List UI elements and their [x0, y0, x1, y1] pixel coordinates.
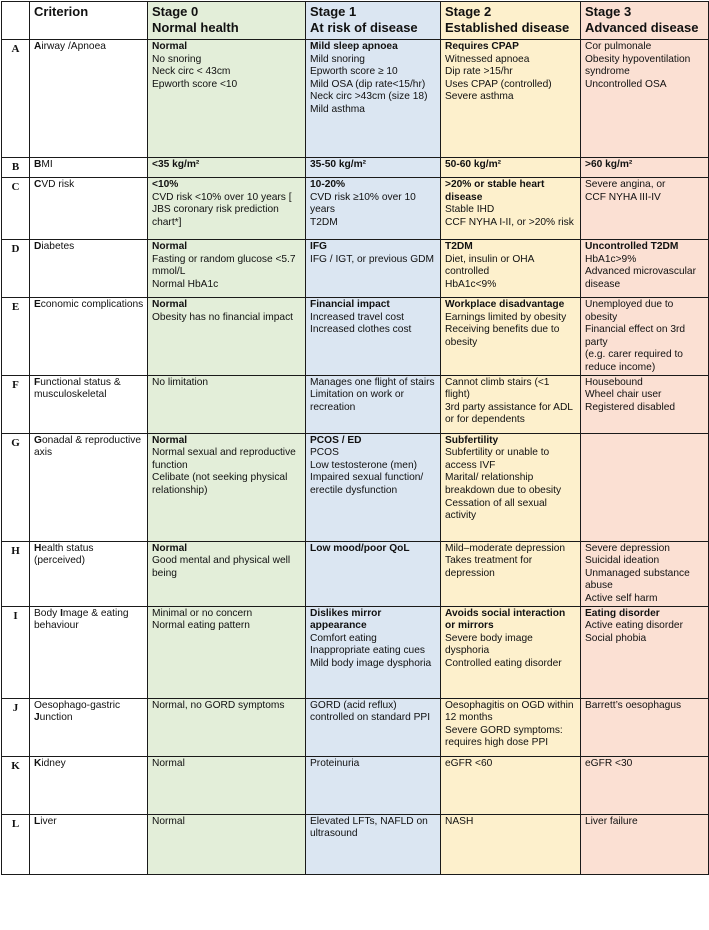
cell-line: Elevated LFTs, NAFLD on ultrasound — [310, 815, 428, 840]
criterion-prefix: A — [34, 41, 42, 52]
cell-line: Cor pulmonale — [585, 41, 652, 52]
cell-line: Registered disabled — [585, 401, 676, 413]
cell-line: Dislikes mirror appearance — [310, 607, 382, 632]
criterion-row-b — [2, 158, 709, 178]
staging-table — [1, 1, 709, 875]
cell-line: Mild snoring — [310, 53, 365, 65]
row-letter: B — [2, 158, 30, 178]
criterion-prefix: B — [34, 159, 42, 170]
stage-0-cell — [148, 158, 306, 178]
criterion-name — [30, 240, 148, 298]
cell-line: HbA1c<9% — [445, 278, 497, 290]
row-letter: F — [2, 375, 30, 433]
cell-line: Takes treatment for depression — [445, 555, 533, 579]
stage-3-cell — [581, 240, 709, 298]
cell-line: PCOS / ED — [310, 434, 362, 446]
stage-2-cell — [441, 541, 581, 606]
cell-line: Cessation of all sexual activity — [445, 497, 547, 522]
cell-line: Social phobia — [585, 632, 647, 644]
cell-line: Unmanaged substance abuse — [585, 567, 690, 592]
cell-line: CVD risk <10% over 10 years [ JBS coronary risk prediction chart*] — [152, 191, 292, 228]
cell-line: Fasting or random glucose <5.7 mmol/L — [152, 253, 296, 278]
stage-2-cell — [441, 433, 581, 541]
cell-line: Inappropriate eating cues — [310, 645, 425, 657]
stage-1-cell — [306, 814, 441, 874]
criterion-row-c — [2, 178, 709, 240]
criterion-suffix: MI — [41, 159, 53, 170]
row-letter: C — [2, 178, 30, 240]
stage-0-cell — [148, 240, 306, 298]
cell-line: Obesity has no financial impact — [152, 311, 293, 323]
row-letter: D — [2, 240, 30, 298]
cell-line: Normal — [152, 757, 185, 769]
criterion-suffix: ealth status (perceived) — [34, 542, 94, 567]
criterion-name — [30, 606, 148, 698]
cell-line: Dip rate >15/hr — [445, 66, 513, 78]
letter-header — [2, 2, 30, 40]
cell-line: Diet, insulin or OHA controlled — [445, 253, 534, 278]
cell-line: Proteinuria — [310, 757, 360, 769]
criterion-row-e — [2, 298, 709, 376]
stage-3-cell — [581, 178, 709, 240]
table-body — [2, 40, 709, 875]
cell-line: Manages one flight of stairs — [310, 376, 435, 388]
row-letter: L — [2, 814, 30, 874]
cell-line: Requires CPAP — [445, 41, 519, 52]
stage-3-cell — [581, 158, 709, 178]
criterion-name — [30, 541, 148, 606]
criterion-suffix: VD risk — [41, 179, 75, 190]
cell-line: Earnings limited by obesity — [445, 311, 567, 323]
stage-2-header: Stage 2 Established disease — [441, 2, 581, 40]
criterion-prefix: G — [34, 434, 42, 446]
criterion-suffix: unction — [39, 712, 73, 724]
cell-line: >60 kg/m² — [585, 159, 633, 170]
cell-line: 35-50 kg/m² — [310, 159, 367, 170]
criterion-prefix: C — [34, 179, 42, 190]
criterion-prefix: D — [34, 241, 42, 252]
stage-0-cell — [148, 698, 306, 756]
cell-line: Increased travel cost — [310, 311, 404, 323]
stage-1-cell — [306, 240, 441, 298]
cell-line: No limitation — [152, 376, 209, 388]
stage-0-cell — [148, 178, 306, 240]
cell-line: Advanced microvascular disease — [585, 266, 696, 290]
cell-line: 3rd party assistance for ADL or for dependents — [445, 401, 573, 426]
stage-0-cell — [148, 298, 306, 376]
cell-line: Unemployed due to obesity — [585, 299, 674, 323]
cell-line: Severe body image dysphoria — [445, 632, 533, 657]
cell-line: Minimal or no concern — [152, 607, 253, 619]
cell-line: Normal — [152, 815, 185, 827]
cell-line: Financial impact — [310, 299, 390, 310]
row-letter: E — [2, 298, 30, 376]
criterion-header: Criterion — [30, 2, 148, 40]
stage-1-cell — [306, 158, 441, 178]
cell-line: Epworth score <10 — [152, 78, 238, 90]
cell-line: Avoids social interaction or mirrors — [445, 607, 566, 632]
cell-line: Normal — [152, 241, 188, 252]
cell-line: 10-20% — [310, 179, 346, 190]
cell-line: T2DM — [310, 216, 338, 228]
criterion-name — [30, 433, 148, 541]
cell-line: Normal — [152, 299, 188, 310]
row-letter: J — [2, 698, 30, 756]
stage-1-cell — [306, 375, 441, 433]
cell-line: Epworth score ≥ 10 — [310, 66, 398, 78]
row-letter: H — [2, 541, 30, 606]
cell-line: 50-60 kg/m² — [445, 159, 502, 170]
criterion-name — [30, 698, 148, 756]
criterion-suffix: conomic complications — [40, 299, 144, 310]
criterion-row-g — [2, 433, 709, 541]
criterion-row-a — [2, 40, 709, 158]
criterion-name — [30, 375, 148, 433]
stage-2-cell — [441, 698, 581, 756]
cell-line: Witnessed apnoea — [445, 53, 530, 65]
cell-line: Severe angina, or — [585, 179, 666, 190]
criterion-prefix: E — [34, 299, 41, 310]
row-letter: K — [2, 756, 30, 814]
cell-line: Normal HbA1c — [152, 278, 219, 290]
cell-line: Uncontrolled T2DM — [585, 241, 679, 252]
stage-1-cell — [306, 756, 441, 814]
cell-line: Severe asthma — [445, 91, 514, 103]
cell-line: Normal — [152, 542, 188, 554]
stage-3-cell — [581, 40, 709, 158]
stage-1-cell — [306, 606, 441, 698]
criterion-prefix: F — [34, 376, 41, 388]
cell-line: Uncontrolled OSA — [585, 78, 667, 90]
stage-3-cell — [581, 298, 709, 376]
stage-3-cell — [581, 814, 709, 874]
cell-line: eGFR <60 — [445, 757, 493, 769]
cell-line: Normal — [152, 41, 188, 52]
cell-line: No snoring — [152, 53, 202, 65]
cell-line: Mild–moderate depression — [445, 542, 566, 554]
criterion-key-letter: J — [34, 712, 40, 724]
cell-line: Low mood/poor QoL — [310, 542, 410, 554]
cell-line: Barrett’s oesophagus — [585, 699, 682, 711]
cell-line: Active self harm — [585, 592, 658, 604]
stage-3-cell — [581, 698, 709, 756]
criterion-suffix: onadal & reproductive axis — [34, 434, 142, 459]
cell-line: Limitation on work or recreation — [310, 389, 404, 413]
criterion-name — [30, 298, 148, 376]
cell-line: Neck circ < 43cm — [152, 66, 231, 78]
cell-line: Active eating disorder — [585, 620, 683, 632]
cell-line: IFG — [310, 241, 327, 252]
stage-1-header: Stage 1 At risk of disease — [306, 2, 441, 40]
cell-line: Mild asthma — [310, 103, 365, 115]
criterion-suffix: irway /Apnoea — [41, 41, 106, 52]
criterion-suffix: iver — [40, 815, 57, 827]
cell-line: Subfertility — [445, 434, 499, 446]
criterion-row-i — [2, 606, 709, 698]
criterion-row-k — [2, 756, 709, 814]
cell-line: Receiving benefits due to obesity — [445, 324, 560, 348]
cell-line: Obesity hypoventilation syndrome — [585, 53, 691, 78]
criterion-prefix: Body — [34, 607, 61, 619]
cell-line: Severe depression — [585, 542, 670, 554]
stage-3-cell — [581, 433, 709, 541]
criterion-prefix: K — [34, 757, 42, 769]
cell-line: Increased clothes cost — [310, 324, 412, 336]
stage-1-cell — [306, 40, 441, 158]
cell-line: GORD (acid reflux) controlled on standard PPI — [310, 699, 431, 724]
criterion-key-letter: I — [60, 607, 63, 619]
cell-line: Housebound — [585, 376, 643, 388]
criterion-suffix: mage & eating behaviour — [34, 607, 129, 632]
criterion-prefix: Oesophago-gastric — [34, 699, 121, 711]
cell-line: Suicidal ideation — [585, 555, 660, 567]
stage-0-cell — [148, 606, 306, 698]
criterion-name — [30, 756, 148, 814]
cell-line: <10% — [152, 179, 179, 190]
cell-line: Impaired sexual function/ erectile dysfunction — [310, 472, 424, 496]
stage-0-cell — [148, 375, 306, 433]
stage-3-cell — [581, 375, 709, 433]
criterion-prefix: H — [34, 542, 42, 554]
criterion-name — [30, 814, 148, 874]
cell-line: Wheel chair user — [585, 389, 662, 401]
stage-0-cell — [148, 541, 306, 606]
criterion-row-h — [2, 541, 709, 606]
criterion-row-j — [2, 698, 709, 756]
cell-line: Marital/ relationship breakdown due to obesity — [445, 472, 562, 496]
cell-line: NASH — [445, 815, 474, 827]
cell-line: Liver failure — [585, 815, 638, 827]
criterion-prefix: L — [34, 815, 41, 827]
cell-line: (e.g. carer required to reduce income) — [585, 349, 683, 373]
cell-line: Normal — [152, 434, 188, 446]
criterion-row-f — [2, 375, 709, 433]
stage-3-cell — [581, 541, 709, 606]
cell-line: Mild sleep apnoea — [310, 41, 398, 52]
cell-line: Normal sexual and reproductive function — [152, 447, 296, 471]
stage-2-cell — [441, 178, 581, 240]
cell-line: Oesophagitis on OGD within 12 months — [445, 699, 574, 724]
row-letter: G — [2, 433, 30, 541]
stage-3-header: Stage 3 Advanced disease — [581, 2, 709, 40]
cell-line: CCF NYHA I-II, or >20% risk — [445, 216, 574, 228]
header-row — [2, 2, 709, 40]
cell-line: Good mental and physical well being — [152, 555, 291, 579]
cell-line: Normal eating pattern — [152, 620, 250, 632]
row-letter: A — [2, 40, 30, 158]
criterion-row-l — [2, 814, 709, 874]
cell-line: Workplace disadvantage — [445, 299, 565, 310]
cell-line: T2DM — [445, 241, 473, 252]
criterion-suffix: idney — [41, 757, 66, 769]
stage-0-header: Stage 0 Normal health — [148, 2, 306, 40]
stage-0-cell — [148, 756, 306, 814]
cell-line: Celibate (not seeking physical relationship) — [152, 472, 288, 496]
stage-2-cell — [441, 375, 581, 433]
stage-1-cell — [306, 298, 441, 376]
cell-line: >20% or stable heart disease — [445, 179, 545, 203]
cell-line: PCOS — [310, 447, 339, 459]
cell-line: Low testosterone (men) — [310, 459, 418, 471]
stage-2-cell — [441, 240, 581, 298]
criterion-name — [30, 178, 148, 240]
stage-3-cell — [581, 606, 709, 698]
cell-line: Uses CPAP (controlled) — [445, 78, 552, 90]
cell-line: HbA1c>9% — [585, 253, 637, 265]
stage-2-cell — [441, 40, 581, 158]
cell-line: Severe GORD symptoms: requires high dose PPI — [445, 724, 563, 749]
stage-2-cell — [441, 814, 581, 874]
cell-line: Subfertility or unable to access IVF — [445, 447, 550, 471]
cell-line: Mild OSA (dip rate<15/hr) — [310, 78, 426, 90]
cell-line: Eating disorder — [585, 607, 660, 619]
stage-1-cell — [306, 698, 441, 756]
stage-1-cell — [306, 433, 441, 541]
cell-line: Financial effect on 3rd party — [585, 324, 686, 348]
cell-line: <35 kg/m² — [152, 159, 200, 170]
criterion-name — [30, 158, 148, 178]
criterion-name — [30, 40, 148, 158]
criterion-suffix: iabetes — [41, 241, 75, 252]
cell-line: Comfort eating — [310, 632, 377, 644]
stage-2-cell — [441, 606, 581, 698]
cell-line: Controlled eating disorder — [445, 657, 562, 669]
cell-line: CVD risk ≥10% over 10 years — [310, 191, 416, 216]
stage-2-cell — [441, 756, 581, 814]
cell-line: eGFR <30 — [585, 757, 633, 769]
stage-0-cell — [148, 40, 306, 158]
cell-line: IFG / IGT, or previous GDM — [310, 253, 434, 265]
cell-line: Neck circ >43cm (size 18) — [310, 91, 428, 103]
row-letter: I — [2, 606, 30, 698]
cell-line: CCF NYHA III-IV — [585, 191, 661, 203]
stage-1-cell — [306, 178, 441, 240]
stage-0-cell — [148, 433, 306, 541]
stage-3-cell — [581, 756, 709, 814]
criterion-row-d — [2, 240, 709, 298]
cell-line: Normal, no GORD symptoms — [152, 699, 285, 711]
cell-line: Mild body image dysphoria — [310, 657, 432, 669]
stage-0-cell — [148, 814, 306, 874]
cell-line: Cannot climb stairs (<1 flight) — [445, 376, 550, 401]
criterion-suffix: unctional status & musculoskeletal — [34, 376, 121, 401]
stage-1-cell — [306, 541, 441, 606]
stage-2-cell — [441, 298, 581, 376]
cell-line: Stable IHD — [445, 204, 495, 216]
stage-2-cell — [441, 158, 581, 178]
